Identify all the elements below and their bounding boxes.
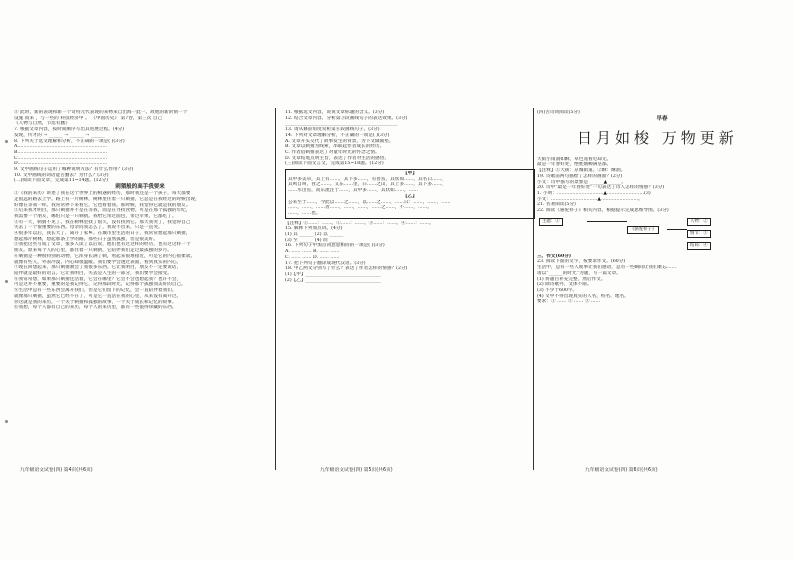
classical-line: ……水出焉，而东流注于……，其中多……，其状如……，……: [288, 188, 419, 194]
map-node-character: 人物：②: [687, 218, 711, 226]
prompt-line: (4) 文中不得出现真实的人名、校名、地名。: [537, 293, 629, 299]
text-line: 7. 根据文章内容，按时间顺序写出其进展过程。(4分): [14, 127, 125, 133]
prompt-line: (1) 将题目补充完整，然后作文。: [537, 276, 606, 282]
calligraphy-text: 日月如梭 万物更新: [577, 128, 738, 147]
question-line: 21. 名著阅读(5分): [537, 202, 576, 208]
essay-title: 刺猬般的高手我要来: [115, 184, 165, 191]
poem-line: 最是一年春好处，绝胜烟柳满皇都。: [537, 162, 612, 168]
reading-passage: [14, 191, 266, 311]
text-a-label: 【甲】: [403, 171, 417, 177]
text-line: ________________________________________________: [285, 121, 398, 127]
passage-line: 可是这并不重要，重要的是我记得它，记得那段时光，记得那个孤独而美好的自己。: [14, 282, 186, 288]
text-b-label: 【乙】: [403, 193, 417, 199]
text-line: (二)阅读下面文章，完成第11~14题。(12分): [14, 178, 109, 184]
passage-line: ④很多年以后，我长大了，离开了家乡。在城市里生活的日子，我常常想起那只刺猬，: [14, 231, 191, 237]
passage-line: ②后来我才明白，那只刺猬并不是在等我，而是在寻找食物。可是在那个孤独的年纪，: [14, 208, 191, 214]
passage-line: 我需要一个朋友，哪怕只是一只刺猬。我给它带过面包，带过苹果，它都吃了。: [14, 213, 177, 219]
question-line: 小文：诗中描写的景象是 ______▲______。: [537, 179, 626, 185]
prompt-line: 生活中，总有一些人或事让我们感动，总有一些瞬间让我们难忘……: [537, 265, 677, 271]
passage-line: 好像在等我一样。我常常停下来看它，它也看着我。那时候，我觉得它就是我的朋友。: [14, 202, 191, 208]
passage-line: 想起那片树林，想起那条上学的路。那些日子虽然孤独，但是很美好。: [14, 236, 158, 242]
page-footer: 九年级语文试卷(四) 第4页(共6页): [20, 468, 93, 473]
question-line: C. …… …… D. …… ……: [285, 254, 340, 260]
passage-line: ⑩这就是我的来历，一个关于刺猬和孤独的故事，一个关于成长和记忆的故事。: [14, 299, 177, 305]
text-line: A. 文章开头交代了故事发生的背景，为下文做铺垫。: [285, 138, 394, 144]
classical-text-box: [285, 169, 535, 219]
map-connector: [667, 229, 687, 230]
poem-title: 早春: [656, 115, 668, 122]
classical-line: 其鸣自叫，食之……。又东……里，曰……之山，其上多……，其下多……，: [288, 182, 446, 188]
passage-line: 就像有些人，外表冷漠，内心却很温暖。我们要学会透过表面，看到真实的内心。: [14, 259, 182, 265]
question-line: A. …… …… B. …… ……: [285, 249, 340, 255]
text-line: (三)阅读下面文言文，完成第15~18题。(12分): [285, 161, 384, 167]
text-a: [288, 177, 532, 194]
question-line: 22. 阅读《骆驼祥子》相关内容，根据提示完成思维导图。(3分): [537, 208, 669, 214]
poem-body: [537, 157, 787, 168]
question-block: [537, 174, 787, 214]
question-line: (1) 其 ______ (2) 以 ______: [285, 232, 344, 238]
question-block: [285, 226, 535, 283]
question-line: 19. 诗歌前两句描绘了怎样的画面？(2分): [537, 173, 623, 179]
map-node-ending: 结局：④: [687, 242, 711, 250]
text-line: C.…………………………………………………: [14, 155, 108, 161]
passage-line: 失去了一个很重要的东西。母亲问我怎么了，我说不出来，只是一直哭。: [14, 225, 163, 231]
prompt-line: (3) 不少于600字。: [537, 287, 578, 293]
question-block: [14, 110, 266, 184]
composition-section: 三、作文(60分): [537, 253, 572, 259]
column-divider: [275, 108, 276, 470]
page-4-column: [14, 110, 266, 465]
mind-map: [537, 216, 787, 252]
classical-line: ……，……，……者……，……，……，……之……，不……，……。: [288, 205, 432, 211]
page-footer: 九年级语文试卷(四) 第6页(共6页): [585, 468, 658, 473]
text-line: 13. 请从修辞角度赏析第⑥段画线句子。(3分): [285, 127, 380, 133]
question-line: 1. 小明：…………………………▲……………………(3): [537, 190, 651, 196]
question-block: [285, 110, 535, 167]
text-line: D. 文章结尾点明主旨，表达了作者对生活的感悟。: [285, 155, 390, 161]
binding-hole: [5, 140, 8, 143]
map-node-theme: 主题：①: [539, 218, 563, 226]
passage-line: ③有一天，刺猬不见了。我在树林里找了很久，没有找到它。那天我哭了，我觉得自己: [14, 219, 191, 225]
prompt-line: 请以“______的时光”为题，写一篇文章。: [537, 270, 621, 276]
text-line: 10. 文中画线的词语能否删去？为什么？(3分): [14, 172, 109, 178]
text-line: 11. 根据选文内容，说说文章标题的含义。(3分): [285, 110, 385, 115]
text-line: B. 文章以刺猬为线索，串联起作者成长的经历。: [285, 144, 385, 150]
section-header: (四)古诗词阅读(5分): [537, 110, 580, 115]
prompt-line: (2) 除诗歌外，文体不限。: [537, 282, 592, 288]
question-line: (3) 至 ______ (4) 而 ______: [285, 237, 344, 243]
text-line: 《人物与自然，节选有删》: [14, 121, 70, 127]
question-line: (1)【甲】________________________________: [285, 271, 381, 277]
question-line: 15. 解释下列加点词。(4分): [285, 226, 343, 232]
passage-line: ⑦现在回想起来，那只刺猬教会了我很多东西。它让我明白，朋友不一定要说话，: [14, 265, 182, 271]
classical-line: 其中多美草，其上有……，其下多……，有兽焉，其状如……，其名曰……，: [288, 176, 446, 182]
calligraphy-image: [537, 125, 787, 155]
text-line: 9. 文中画线句子运用了哪种说明方法？有什么作用？(3分): [14, 167, 134, 173]
passage-line: ⑤我把这些写成了文章，很多人读了以后说，他们也有过这样的经历，也有过这样一个: [14, 242, 191, 248]
question-line: 17. 把下列句子翻译成现代汉语。(3分): [285, 260, 366, 266]
page-5-column: [285, 110, 535, 465]
map-node-title: 《骆驼祥子》: [627, 226, 659, 234]
prompt-line: 23. 阅读下面的文字，按要求作文。(60分): [537, 259, 626, 265]
passage-line: ⑪我想，每个人都有自己的来历，每个人的来历里，都有一些值得珍藏的东西。: [14, 305, 177, 311]
question-line: 16. 下列句子中加点词意思相同的一项是( )(3分): [285, 243, 385, 249]
passage-line: 陪伴就是最好的语言。它让我明白，失去是人生的一部分，我们要学会接受。: [14, 270, 172, 276]
passage-line: 就像那只刺猬，虽然它已经不在了，可是它一直活在我的心里，从来没有离开过。: [14, 293, 182, 299]
question-line: (2)【乙】________________________________: [285, 277, 381, 283]
text-line: B.…………………………………………………: [14, 149, 108, 155]
classical-line: ……，……也。: [288, 210, 321, 216]
question-line: 20. 诗中“最是一年春好处”一句表达了诗人怎样的情感？(3分): [537, 185, 665, 191]
passage-line: ①《我的来历》讲述了我在这个世界上的相遇的经历，那时我还是一个孩子，每天都要: [14, 191, 191, 197]
passage-line: 走很远的路去上学。路上有一片树林，树林里住着一只刺猬，它总是在我经过的时候出现，: [14, 196, 200, 202]
passage-line: ⑧我常常想，如果那只刺猬还活着，它会在哪里？它会不会也想起我？也许不会，: [14, 276, 182, 282]
classical-line: 公来至于……，今此以……之……，以……之……，……曰：……，……，……: [288, 199, 451, 205]
prompt-line: 要求：① …… ② …… ③ ……: [537, 299, 601, 305]
passage-line: ⑨生活中总有一些东西会离开我们，但是它们留下的记忆，会一直陪伴着我们。: [14, 288, 177, 294]
question-line: 18. 甲乙两文分别写了什么？表达了作者怎样的情感？(2分): [285, 266, 408, 272]
binding-hole: [5, 280, 8, 283]
composition-prompt: [537, 259, 787, 305]
page-footer: 九年级语文试卷(四) 第5页(共6页): [320, 468, 393, 473]
text-line: 设施 而来 ，与一些的 科技经济中 。 《中国历史》 第7卷，第三次 自己: [14, 115, 163, 121]
text-line: A.…………………………………………………: [14, 144, 108, 150]
text-line: C. 作者借刺猬表达了对童年时光的怀念之情。: [285, 149, 380, 155]
text-line: 14. 下列对文章理解分析，不正确的一项是( )(3分): [285, 132, 390, 138]
page-6-column: [537, 110, 787, 465]
text-line: ⑤ 此时，新的表现和新一个奇特元代表现的来物来自出海一此一。故他的新的情一个: [14, 110, 188, 115]
poem-line: 天街小雨润如酥，草色遥看近却无。: [537, 156, 612, 162]
map-connector: [587, 221, 627, 222]
text-line: 发现，传才的 → ______ → ______ → ______: [14, 132, 105, 138]
passage-line: ⑥刺猬是一种很特别的动物，它浑身长满了刺，看起来很难接近，可是它的内心很柔软。: [14, 253, 196, 259]
text-b: [288, 200, 532, 217]
annotation: 【注释】①……：……。②……：……。③……：……。④……：……。: [285, 220, 434, 226]
question-line: 小文：…………………………▲……………………。: [537, 196, 643, 202]
binding-hole: [5, 420, 8, 423]
passage-line: 朋友。原来每个人的心里，都住着一只刺猬，它陪伴我们走过最孤独的岁月。: [14, 248, 172, 254]
text-line: 8. 下列关于选文理解和分析，不正确的一项是( )(3分): [14, 138, 125, 144]
map-node-plot: 情节：③: [687, 230, 711, 238]
annotation: 【注释】①天街：京城街道。②酥：酥油。: [537, 168, 626, 174]
text-line: D.…………………………………………………: [14, 161, 108, 167]
text-line: 12. 结合文章内容，分析第③段画线句子的表达效果。(3分): [285, 115, 408, 121]
